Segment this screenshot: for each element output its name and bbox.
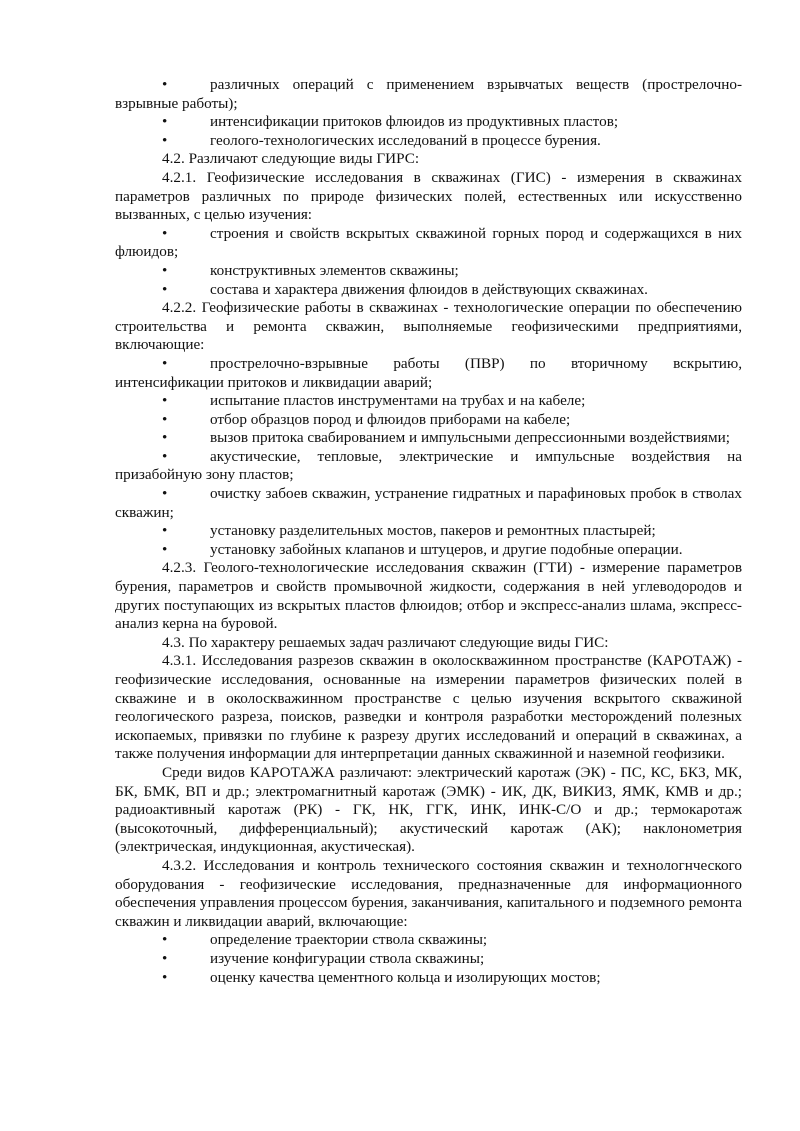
bullet-item <box>115 522 742 541</box>
paragraph: 4.2.1. Геофизические исследования в скважинах (ГИС) - измерения в скважинах параметров различных по природе физических полей, естественных или искусственно вызванных, с целью изучения: <box>115 168 742 224</box>
paragraph: 4.3. По характеру решаемых задач различают следующие виды ГИС: <box>162 633 609 651</box>
bullet-item <box>115 355 742 392</box>
paragraph: 4.2.2. Геофизические работы в скважинах - технологические операции по обеспечению строительства и ремонта скважин, выполняемые геофизическими предприятиями, включающие: <box>115 299 742 354</box>
bullet-item <box>115 429 742 448</box>
bullet-marker <box>115 950 210 969</box>
bullet-marker <box>115 392 210 411</box>
bullet-text: установку забойных клапанов и штуцеров, и другие подобные операции. <box>210 540 683 558</box>
paragraph: 4.2.3. Геолого-технологические исследования скважин (ГТИ) - измерение параметров бурения, параметров и свойств промывочной жидкости, содержания в ней углеводородов и других поступающих из вскрытых пластов флюидов; отбор и экспресс-анализ шлама, экспресс-анализ керна на буровой. <box>115 559 742 633</box>
bullet-text: конструктивных элементов скважины; <box>210 261 459 279</box>
bullet-item <box>115 485 742 522</box>
bullet-marker <box>115 262 210 281</box>
bullet-text: геолого-технологических исследований в процессе бурения. <box>210 131 601 149</box>
paragraph: 4.2. Различают следующие виды ГИРС: <box>162 150 420 168</box>
bullet-marker <box>115 281 210 300</box>
bullet-marker <box>115 931 210 950</box>
bullet-marker <box>115 411 210 430</box>
bullet-item <box>115 969 742 988</box>
bullet-item <box>115 113 742 132</box>
paragraph: 4.3.1. Исследования разрезов скважин в околоскважинном пространстве (КАРОТАЖ) - геофизические исследования, основанные на измерении параметров физических полей в скважине и в околоскважинном пространстве с целью изучения вскрытого скважиной геологического разреза, поисков, разведки и контроля разработки месторождений полезных ископаемых, привязки по глубине к разрезу других исследований и операций в скважинах, а также получения информации для интерпретации данных скважинной и наземной геофизики. <box>115 652 742 763</box>
bullet-marker <box>115 429 210 448</box>
bullet-item <box>115 262 742 281</box>
document-body <box>115 76 742 987</box>
bullet-marker <box>115 448 210 467</box>
bullet-text: прострелочно-взрывные работы (ПВР) по вторичному вскрытию, интенсификации притоков и ликвидации аварий; <box>115 354 742 391</box>
bullet-text: строения и свойств вскрытых скважиной горных пород и содержащихся в них флюидов; <box>115 224 742 261</box>
bullet-marker <box>115 541 210 560</box>
bullet-text: акустические, тепловые, электрические и импульсные воздействия на призабойную зону пластов; <box>115 447 742 484</box>
bullet-item <box>115 541 742 560</box>
bullet-text: установку разделительных мостов, пакеров и ремонтных пластырей; <box>210 522 656 540</box>
bullet-marker <box>115 522 210 541</box>
paragraph: Среди видов КАРОТАЖА различают: электрический каротаж (ЭК) - ПС, КС, БКЗ, МК, БК, БМК, ВП и др.; электромагнитный каротаж (ЭМК) - ИК, ДК, ВИКИЗ, ЯМК, КМВ и др.; радиоактивный каротаж (РК) - ГК, НК, ГГК, ИНК, ИНК-С/О и др.; термокаротаж (высокоточный, дифференциальный); акустический каротаж (АК); наклонометрия (электрическая, индукционная, акустическая). <box>115 763 742 856</box>
bullet-text: определение траектории ствола скважины; <box>210 931 488 949</box>
bullet-item <box>115 448 742 485</box>
bullet-text: интенсификации притоков флюидов из продуктивных пластов; <box>210 113 619 131</box>
bullet-text: оценку качества цементного кольца и изолирующих мостов; <box>210 968 601 986</box>
bullet-text: испытание пластов инструментами на трубах и на кабеле; <box>210 392 586 410</box>
bullet-marker <box>115 485 210 504</box>
bullet-text: вызов притока свабированием и импульсными депрессионными воздействиями; <box>210 429 730 447</box>
bullet-marker <box>115 76 210 95</box>
bullet-marker <box>115 132 210 151</box>
bullet-item <box>115 76 742 113</box>
paragraph: 4.3.2. Исследования и контроль технического состояния скважин и технологнческого оборудования - геофизические исследования, предназначенные для информационного обеспечения управления процессом бурения, заканчивания, капитального и подземного ремонта скважин и ликвидации аварий, включающие: <box>115 856 742 930</box>
bullet-text: отбор образцов пород и флюидов приборами на кабеле; <box>210 410 571 428</box>
bullet-item <box>115 931 742 950</box>
bullet-text: изучение конфигурации ствола скважины; <box>210 949 485 967</box>
bullet-item <box>115 225 742 262</box>
bullet-item <box>115 132 742 151</box>
bullet-marker <box>115 355 210 374</box>
bullet-item <box>115 281 742 300</box>
bullet-text: различных операций с применением взрывчатых веществ (прострелочно-взрывные работы); <box>115 76 742 112</box>
bullet-marker <box>115 113 210 132</box>
bullet-text: очистку забоев скважин, устранение гидратных и парафиновых пробок в стволах скважин; <box>115 485 742 521</box>
bullet-item <box>115 392 742 411</box>
bullet-text: состава и характера движения флюидов в действующих скважинах. <box>210 280 648 298</box>
bullet-marker <box>115 225 210 244</box>
bullet-marker <box>115 969 210 988</box>
bullet-item <box>115 950 742 969</box>
bullet-item <box>115 411 742 430</box>
